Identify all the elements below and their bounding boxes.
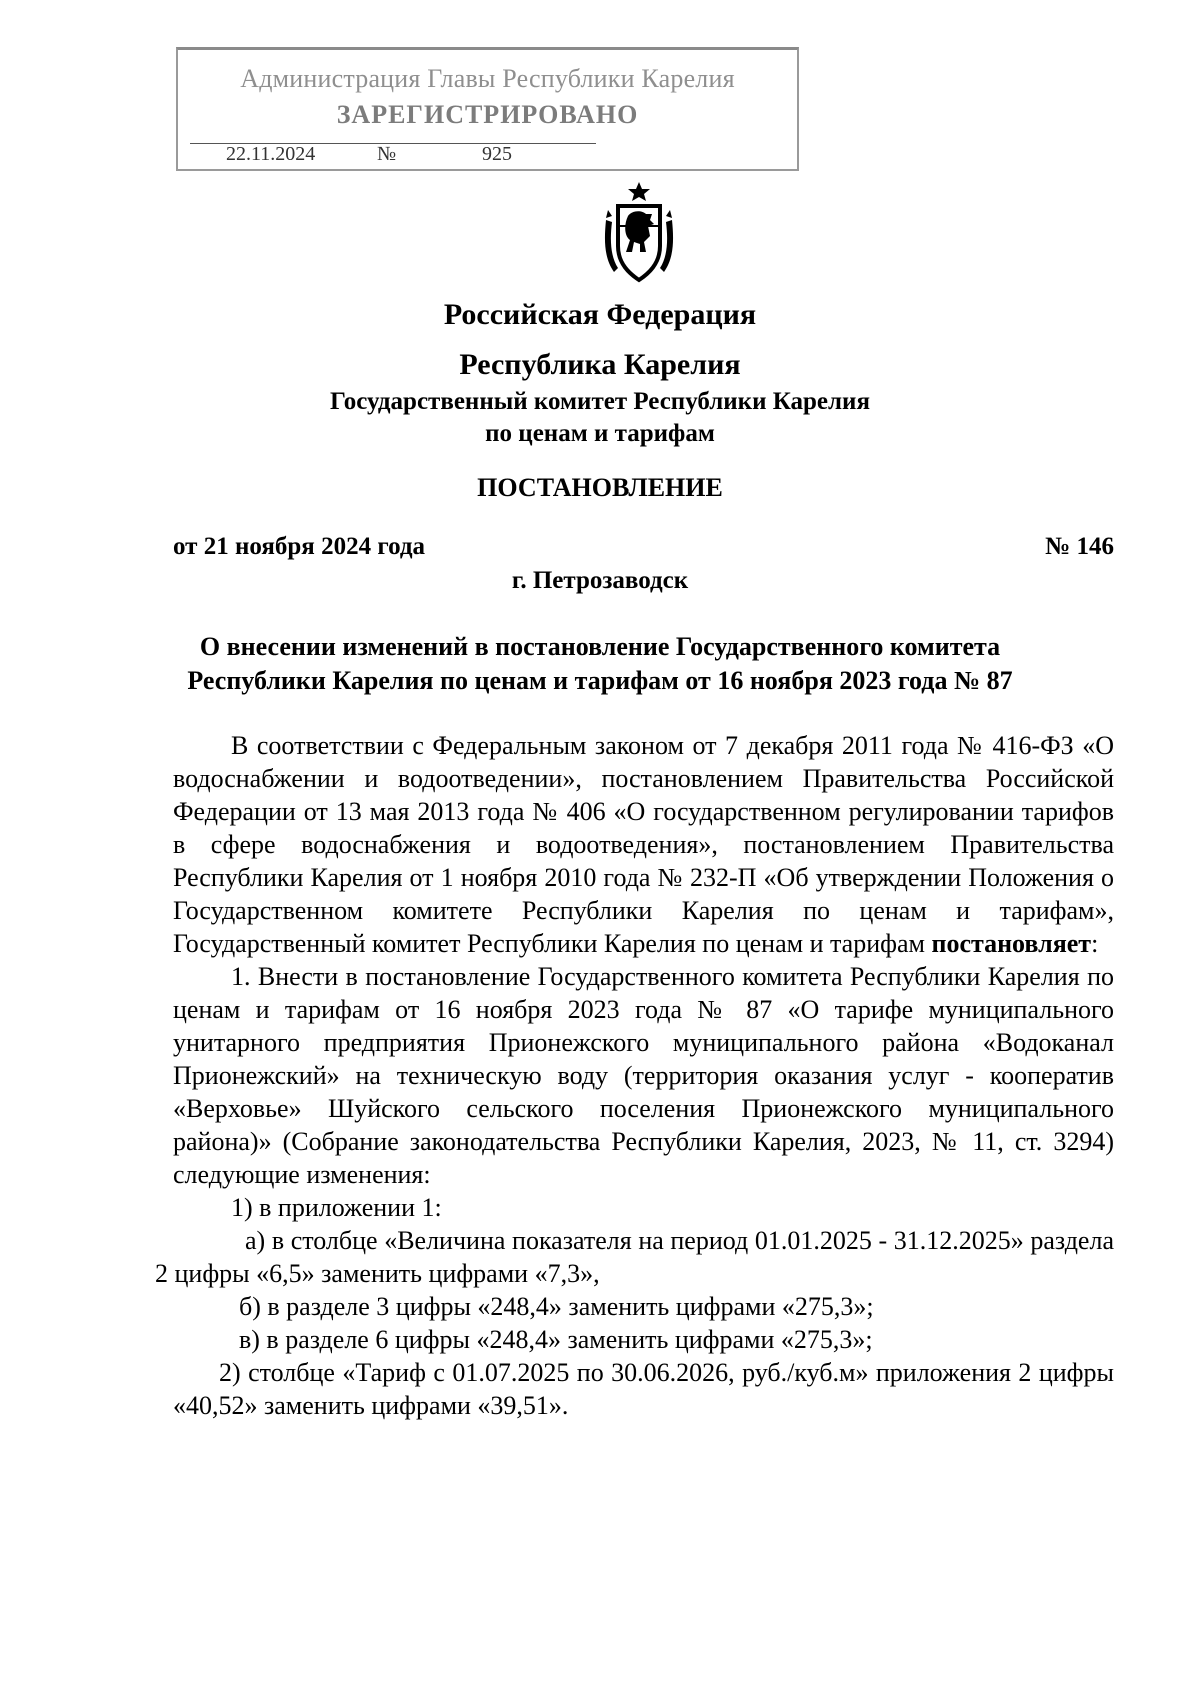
committee-line-1: Государственный комитет Республики Карелия [330, 388, 870, 415]
item-1-1-c-paragraph: в) в разделе 6 цифры «248,4» заменить цифрами «275,3»; [239, 1325, 873, 1354]
stamp-number: 925 [482, 143, 512, 165]
document-body [155, 729, 1114, 1422]
item-1-2-paragraph: 2) столбце «Тариф с 01.07.2025 по 30.06.2026, руб./куб.м» приложения 2 цифры «40,52» заменить цифрами «39,51». [173, 1358, 1114, 1420]
document-date: от 21 ноября 2024 года [173, 533, 425, 560]
document-number: № 146 [1045, 533, 1114, 560]
document-city: г. Петрозаводск [511, 567, 689, 594]
country-heading: Российская Федерация [443, 298, 757, 331]
document-type: ПОСТАНОВЛЕНИЕ [477, 473, 723, 502]
republic-heading: Республика Карелия [459, 348, 741, 381]
title-line-2: Республики Карелия по ценам и тарифам от 16 ноября 2023 года № 87 [187, 666, 1013, 695]
stamp-number-label: № [377, 143, 397, 165]
stamp-header: Администрация Главы Республики Карелия [240, 64, 735, 93]
committee-line-2: по ценам и тарифам [485, 420, 715, 447]
preamble-end: : [1091, 929, 1099, 958]
stamp-status: ЗАРЕГИСТРИРОВАНО [336, 100, 639, 129]
item-1-1-a-paragraph: а) в столбце «Величина показателя на период 01.01.2025 - 31.12.2025» раздела 2 цифры «6,5» заменить цифрами «7,3», [155, 1226, 1114, 1288]
item-1-paragraph: 1. Внести в постановление Государственного комитета Республики Карелия по ценам и тарифам от 16 ноября 2023 года № 87 «О тарифе муниципального унитарного предприятия Прионежского муниципального района «Водоканал Прионежский» на техническую воду (территория оказания услуг - кооператив «Верховье» Шуйского сельского поселения Прионежского муниципального района)» (Собрание законодательства Республики Карелия, 2023, № 11, ст. 3294) следующие изменения: [173, 962, 1114, 1189]
preamble-text: В соответствии с Федеральным законом от 7 декабря 2011 года № 416-ФЗ «О водоснабжении и водоотведении», постановлением Правительства Российской Федерации от 13 мая 2013 года № 406 «О государственном регулировании тарифов в сфере водоснабжения и водоотведения», постановлением Правительства Республики Карелия от 1 ноября 2010 года № 232-П «Об утверждении Положения о Государственном комитете Республики Карелия по ценам и тарифам», Государственный комитет Республики Карелия по ценам и тарифам [173, 731, 1114, 958]
karelia-coat-of-arms-icon [598, 180, 680, 284]
item-1-1-paragraph: 1) в приложении 1: [231, 1193, 442, 1222]
preamble-bold: постановляет [931, 929, 1092, 958]
title-line-1: О внесении изменений в постановление Государственного комитета [199, 632, 1001, 661]
item-1-1-b-paragraph: б) в разделе 3 цифры «248,4» заменить цифрами «275,3»; [239, 1292, 874, 1321]
stamp-date: 22.11.2024 [226, 143, 316, 165]
document-title [150, 630, 1050, 698]
preamble-paragraph [173, 729, 1114, 960]
